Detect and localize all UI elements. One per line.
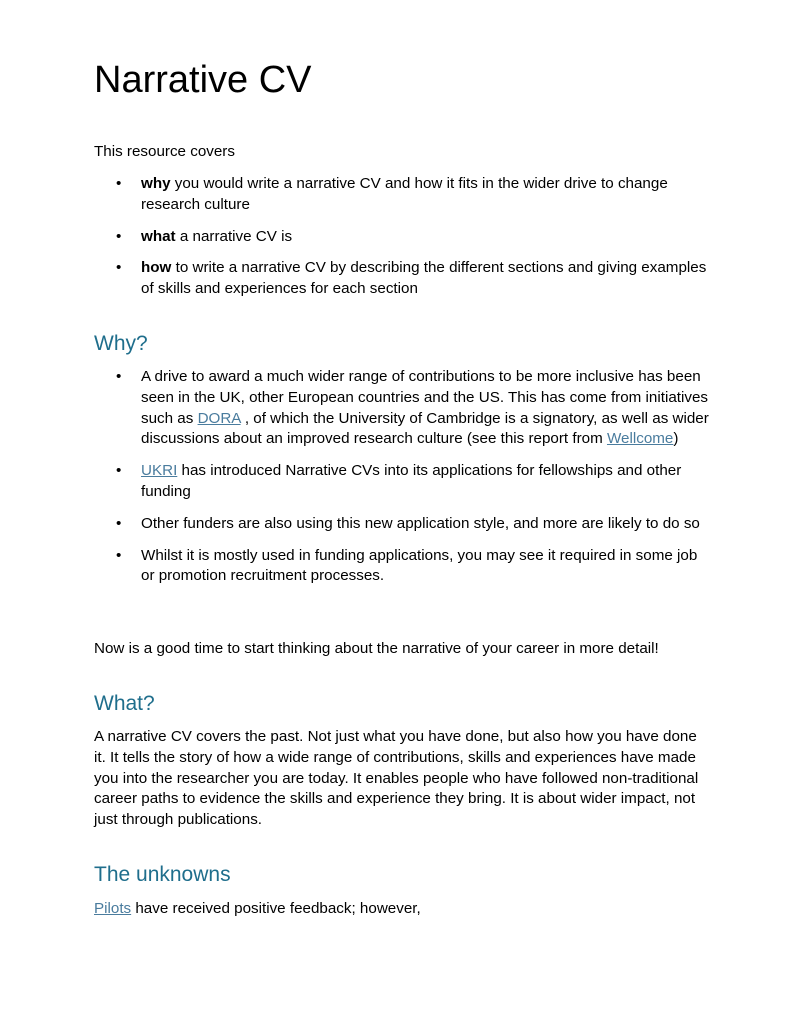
intro-item-bold: what: [141, 227, 176, 245]
why-closing: Now is a good time to start thinking about the narrative of your career in more detail!: [94, 640, 659, 657]
unknowns-body: [94, 899, 706, 920]
page-title: Narrative CV: [94, 59, 312, 101]
intro-item-text: a narrative CV is: [175, 227, 293, 245]
list-item: [94, 174, 710, 216]
section-heading-why: Why?: [94, 332, 148, 355]
bullet: •: [116, 546, 122, 564]
intro-item-bold: how: [141, 259, 172, 277]
why-item-text: Whilst it is mostly used in funding applications, you may see it required in some job or promotion recruitment processes.: [141, 546, 698, 585]
list-item: [94, 461, 710, 503]
unknowns-text: have received positive feedback; however,: [131, 900, 421, 917]
dora-link[interactable]: DORA: [197, 409, 241, 427]
list-item: [94, 367, 710, 450]
list-item: [94, 258, 710, 300]
list-item: [94, 546, 710, 588]
list-item: [94, 514, 710, 535]
section-heading-unknowns: The unknowns: [94, 863, 231, 886]
section-heading-what: What?: [94, 692, 155, 715]
bullet: •: [116, 175, 122, 192]
intro-list: [94, 174, 710, 300]
intro-item-text: to write a narrative CV by describing the different sections and giving examples of skills and experiences for each section: [141, 259, 707, 298]
wellcome-link[interactable]: Wellcome: [606, 430, 674, 448]
bullet: •: [116, 368, 122, 385]
ukri-link[interactable]: UKRI: [141, 462, 178, 480]
bullet: •: [116, 462, 122, 480]
bullet: •: [116, 514, 122, 532]
intro-item-bold: why: [141, 175, 171, 192]
pilots-link[interactable]: Pilots: [94, 900, 132, 917]
why-item-text: has introduced Narrative CVs into its applications for fellowships and other funding: [141, 462, 682, 500]
why-item-text: A drive to award a much wider range of contributions to be more inclusive has been seen in the UK, other European countries and the US. This has come from initiatives such as: [141, 368, 709, 427]
intro-item-text: you would write a narrative CV and how it fits in the wider drive to change research culture: [141, 175, 668, 213]
intro-lead: This resource covers: [94, 143, 235, 160]
what-body: A narrative CV covers the past. Not just what you have done, but also how you have done it. It tells the story of how a wide range of contributions, skills and experiences have made you into the researcher you are today. It enables people who have followed non-traditional career paths to evidence the skills and experience they bring. It is about wider impact, not just through publications.: [94, 728, 699, 829]
list-item: [94, 227, 710, 248]
why-item-text: , of which the University of Cambridge is a signatory, as well as wider discussions about an improved research culture (see this report from: [141, 409, 709, 448]
bullet: •: [116, 227, 122, 245]
why-item-text: Other funders are also using this new application style, and more are likely to do so: [141, 514, 700, 532]
why-list: [94, 367, 710, 587]
bullet: •: [116, 259, 122, 277]
why-item-text: ): [673, 430, 679, 448]
